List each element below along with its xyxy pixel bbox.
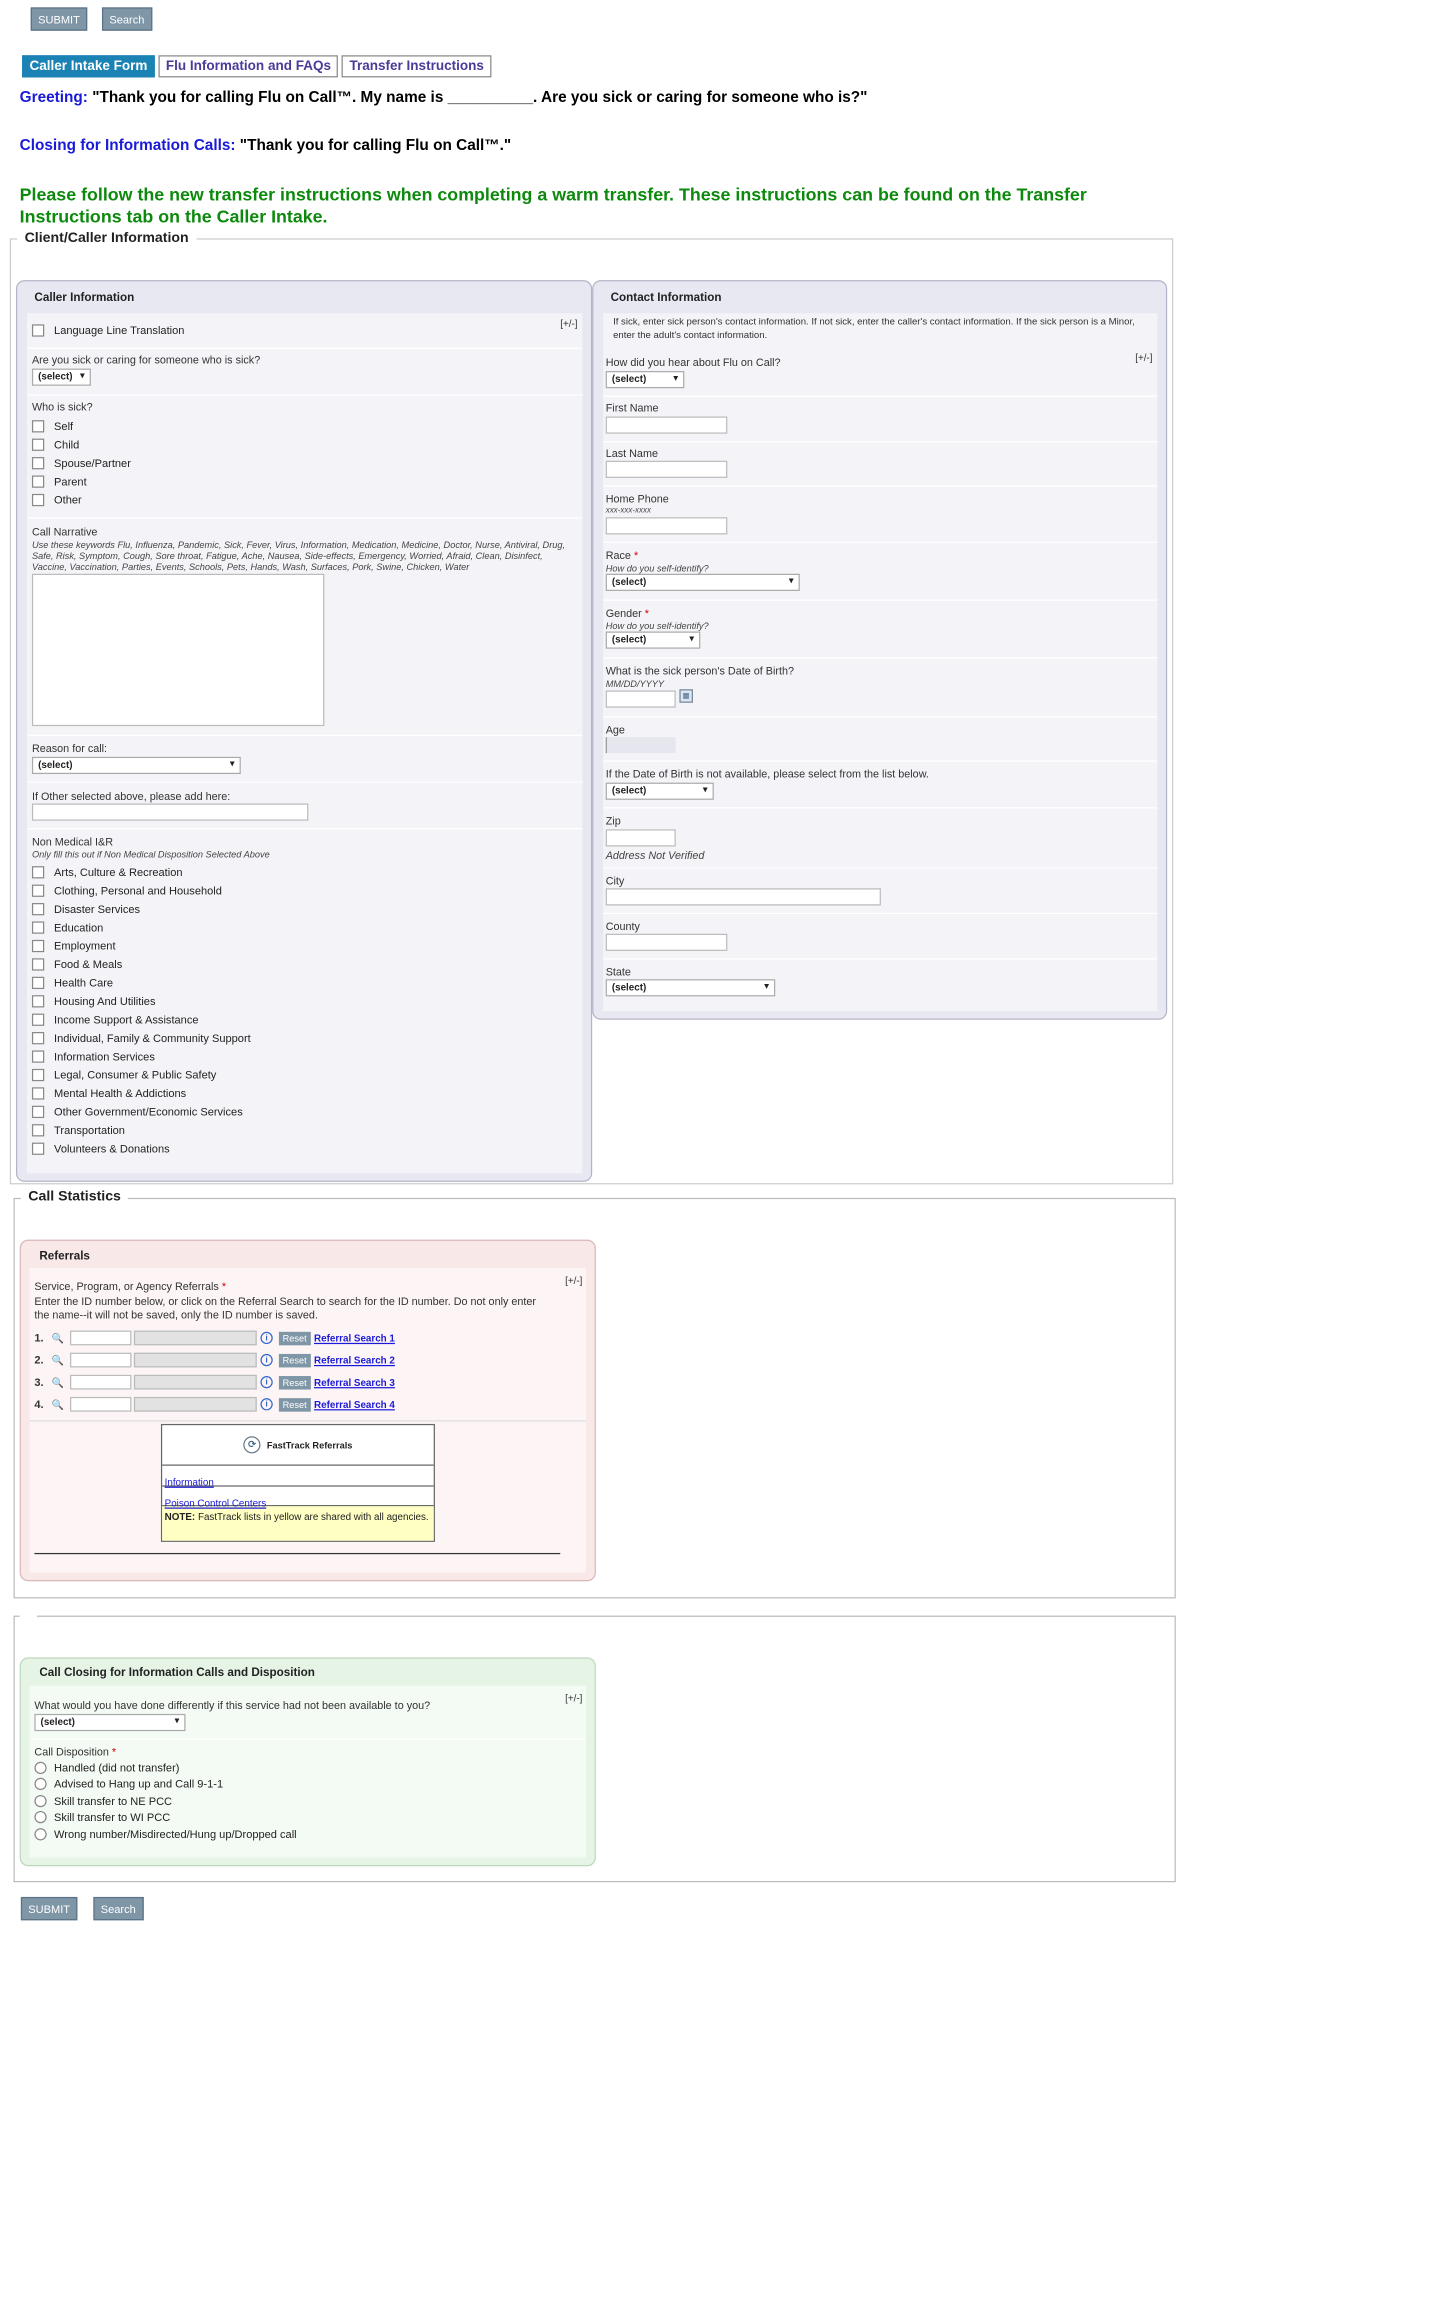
nonmed-option-label: Health Care — [54, 976, 114, 989]
referrals-required: * — [221, 1280, 227, 1293]
fasttrack-information-link[interactable]: Information — [164, 1476, 214, 1488]
zip-label: Zip — [605, 814, 621, 827]
closing-question: What would you have done differently if this service had not been available to you? — [34, 1699, 431, 1712]
magnifier-icon[interactable]: 🔍 — [51, 1332, 64, 1344]
info-icon[interactable]: i — [260, 1332, 272, 1344]
nonmed-option-label: Clothing, Personal and Household — [54, 883, 222, 897]
checkbox-icon[interactable] — [32, 420, 44, 432]
greeting-line — [20, 88, 868, 105]
race-required: * — [633, 549, 639, 562]
contact-info-panel — [592, 280, 1167, 1020]
nonmed-list — [32, 862, 251, 1157]
reset-button[interactable]: Reset — [279, 1331, 310, 1345]
nonmed-option-label: Arts, Culture & Recreation — [54, 865, 183, 878]
disposition-option-label: Advised to Hang up and Call 9-1-1 — [54, 1778, 224, 1791]
narrative-label: Call Narrative — [31, 525, 98, 539]
disposition-option-label: Handled (did not transfer) — [54, 1761, 180, 1774]
greeting-label: Greeting: — [19, 88, 88, 106]
info-icon[interactable]: i — [260, 1398, 272, 1410]
checkbox-icon[interactable] — [32, 958, 44, 970]
referral-id-input[interactable] — [70, 1331, 131, 1346]
county-label: County — [605, 920, 640, 933]
radio-icon[interactable] — [34, 1762, 46, 1774]
first-name-input[interactable] — [606, 416, 728, 433]
referral-row — [34, 1327, 394, 1349]
checkbox-icon[interactable] — [32, 939, 44, 951]
referral-name-field — [134, 1331, 257, 1346]
nonmed-option[interactable] — [32, 899, 251, 917]
hear-label: How did you hear about Flu on Call? — [605, 356, 781, 369]
referrals-instructions: Enter the ID number below, or click on the Referral Search to search for the ID number. Do not only enter the name--it will not be saved, only the ID number is saved. — [34, 1294, 537, 1321]
contact-toggle[interactable]: [+/-] — [1135, 352, 1153, 364]
submit-button-bottom[interactable]: SUBMIT — [21, 1897, 78, 1920]
referral-row — [34, 1393, 394, 1415]
zip-input[interactable] — [606, 829, 676, 846]
disposition-label — [34, 1746, 116, 1758]
language-line-checkbox[interactable] — [32, 321, 184, 339]
referral-number: 3. — [34, 1376, 44, 1389]
nonmed-option[interactable] — [32, 881, 251, 899]
phone-hint: xxx-xxx-xxxx — [605, 506, 651, 515]
info-icon[interactable]: i — [260, 1354, 272, 1366]
fasttrack-title: FastTrack Referrals — [266, 1439, 353, 1451]
radio-icon[interactable] — [34, 1778, 46, 1790]
nonmed-option[interactable] — [32, 1120, 251, 1138]
info-icon[interactable]: i — [260, 1376, 272, 1388]
search-button-bottom[interactable]: Search — [93, 1897, 143, 1920]
city-label: City — [605, 874, 625, 888]
gender-hint: How do you self-identify? — [605, 620, 709, 632]
referral-search-link[interactable]: Referral Search 2 — [314, 1354, 395, 1366]
referral-id-input[interactable] — [70, 1353, 131, 1368]
gender-text: Gender — [605, 606, 642, 620]
nonmed-option-label: Other Government/Economic Services — [54, 1105, 243, 1118]
checkbox-icon[interactable] — [32, 866, 44, 878]
calendar-icon[interactable]: ▦ — [679, 689, 693, 703]
radio-icon[interactable] — [34, 1828, 46, 1840]
nonmed-option-label: Disaster Services — [54, 902, 141, 915]
sick-question-label: Are you sick or caring for someone who is sick? — [31, 353, 261, 367]
magnifier-icon[interactable]: 🔍 — [51, 1354, 64, 1366]
fasttrack-note — [162, 1506, 434, 1540]
nonmed-option[interactable] — [32, 1010, 251, 1028]
who-sick-option-label: Other — [54, 493, 82, 506]
who-sick-list — [32, 416, 131, 508]
disposition-option[interactable] — [34, 1826, 296, 1843]
home-phone-label: Home Phone — [605, 492, 669, 505]
who-sick-option[interactable] — [32, 435, 131, 453]
nonmed-option[interactable] — [32, 862, 251, 880]
first-name-label: First Name — [605, 401, 659, 415]
reset-button[interactable]: Reset — [279, 1375, 310, 1389]
tab-flu-info[interactable]: Flu Information and FAQs — [158, 55, 338, 77]
checkbox-icon[interactable] — [32, 1142, 44, 1154]
narrative-textarea[interactable] — [32, 574, 324, 726]
referral-number: 2. — [34, 1353, 44, 1367]
disposition-required: * — [111, 1745, 117, 1759]
radio-icon[interactable] — [34, 1795, 46, 1807]
checkbox-icon[interactable] — [32, 493, 44, 505]
caller-info-title: Caller Information — [34, 291, 135, 305]
state-label: State — [605, 965, 631, 978]
who-sick-option-label: Self — [54, 419, 74, 432]
dob-label: What is the sick person's Date of Birth? — [605, 664, 794, 677]
gender-label — [606, 607, 649, 619]
gender-required: * — [644, 606, 649, 620]
contact-info-title: Contact Information — [610, 291, 722, 305]
sick-select[interactable]: (select) ▾ — [32, 369, 91, 386]
checkbox-icon[interactable] — [32, 995, 44, 1007]
nonmed-hint: Only fill this out if Non Medical Disposition Selected Above — [31, 848, 270, 861]
tab-caller-intake[interactable]: Caller Intake Form — [22, 55, 155, 77]
closing-label: Closing for Information Calls: — [19, 136, 236, 154]
nonmed-option[interactable] — [32, 1139, 251, 1157]
checkbox-icon[interactable] — [32, 1013, 44, 1025]
submit-button-top[interactable]: SUBMIT — [31, 7, 88, 30]
referral-row — [34, 1371, 394, 1393]
referral-number: 1. — [34, 1331, 44, 1345]
nonmed-option-label: Income Support & Assistance — [54, 1012, 199, 1026]
nonmed-option-label: Individual, Family & Community Support — [54, 1031, 251, 1044]
reason-select[interactable]: (select) ▾ — [32, 757, 241, 774]
language-line-label: Language Line Translation — [54, 323, 185, 337]
checkbox-icon[interactable] — [32, 1105, 44, 1117]
referral-id-input[interactable] — [70, 1375, 131, 1390]
closing-line — [20, 136, 512, 153]
referral-name-field — [134, 1397, 257, 1412]
nonmed-option[interactable] — [32, 991, 251, 1009]
who-sick-option-label: Child — [54, 437, 80, 451]
transfer-notice: Please follow the new transfer instructions when completing a warm transfer. These instructions can be found on the Transfer Instructions tab on the Caller Intake. — [19, 185, 1087, 228]
reset-button[interactable]: Reset — [279, 1353, 310, 1367]
checkbox-icon[interactable] — [32, 1031, 44, 1043]
checkbox-icon[interactable] — [32, 1050, 44, 1062]
referrals-panel — [20, 1240, 596, 1582]
nonmed-option[interactable] — [32, 1102, 251, 1120]
referral-search-link[interactable]: Referral Search 4 — [314, 1398, 395, 1410]
referrals-label-text: Service, Program, or Agency Referrals — [34, 1280, 219, 1293]
greeting-text: "Thank you for calling Flu on Call™. My name is __________. Are you sick or caring for someone who is?" — [87, 88, 868, 106]
disposition-option[interactable] — [34, 1776, 296, 1793]
magnifier-icon[interactable]: 🔍 — [51, 1398, 64, 1410]
nonmed-option[interactable] — [32, 1065, 251, 1083]
search-button-top[interactable]: Search — [102, 7, 152, 30]
closing-select[interactable]: (select) ▾ — [34, 1714, 185, 1731]
city-input[interactable] — [606, 888, 881, 905]
referral-number: 4. — [34, 1398, 44, 1411]
disposition-option[interactable] — [34, 1759, 296, 1776]
nonmed-option[interactable] — [32, 1084, 251, 1102]
client-legend: Client/Caller Information — [17, 231, 196, 246]
referral-search-link[interactable]: Referral Search 3 — [314, 1376, 395, 1388]
disposition-list — [34, 1759, 296, 1842]
caller-info-panel — [16, 280, 592, 1182]
nonmed-option-label: Employment — [54, 939, 116, 952]
other-input[interactable] — [32, 804, 308, 821]
nonmed-option-label: Information Services — [54, 1049, 155, 1063]
referrals-toggle[interactable]: [+/-] — [565, 1275, 583, 1287]
disposition-option-label: Wrong number/Misdirected/Hung up/Dropped call — [54, 1827, 297, 1841]
nonmed-option-label: Transportation — [54, 1123, 125, 1136]
state-select[interactable]: (select) ▾ — [606, 979, 776, 996]
address-status: Address Not Verified — [605, 848, 705, 862]
disposition-option[interactable] — [34, 1809, 296, 1826]
caller-info-body — [27, 313, 582, 1173]
stats-legend: Call Statistics — [21, 1189, 128, 1204]
closing-body — [29, 1686, 586, 1858]
checkbox-icon[interactable] — [32, 1068, 44, 1080]
checkbox-icon[interactable] — [32, 902, 44, 914]
referrals-label — [34, 1280, 226, 1292]
race-text: Race — [605, 549, 631, 562]
checkbox-icon[interactable] — [32, 475, 44, 487]
nonmed-option[interactable] — [32, 918, 251, 936]
age-readonly — [606, 737, 676, 753]
who-sick-option[interactable] — [32, 453, 131, 471]
nonmed-option-label: Mental Health & Addictions — [54, 1086, 187, 1099]
dob-hint: MM/DD/YYYY — [605, 678, 665, 690]
race-hint: How do you self-identify? — [605, 562, 709, 574]
who-sick-option-label: Spouse/Partner — [54, 456, 131, 469]
referral-rows — [34, 1327, 394, 1415]
disposition-option-label: Skill transfer to NE PCC — [54, 1794, 173, 1807]
note-text: FastTrack lists in yellow are shared with all agencies. — [195, 1511, 429, 1523]
who-sick-option[interactable] — [32, 490, 131, 508]
who-sick-label: Who is sick? — [31, 400, 93, 413]
dob-na-select[interactable]: (select) ▾ — [606, 783, 714, 800]
race-label — [606, 549, 638, 561]
nonmed-option-label: Housing And Utilities — [54, 994, 156, 1007]
nonmed-option-label: Legal, Consumer & Public Safety — [54, 1068, 217, 1081]
checkbox-icon[interactable] — [32, 884, 44, 896]
referral-id-input[interactable] — [70, 1397, 131, 1412]
contact-info-body — [603, 313, 1157, 1011]
narrative-hint: Use these keywords Flu, Influenza, Pandemic, Sick, Fever, Virus, Information, Medication, Medicine, Doctor, Nurse, Antiviral, Drug, Safe, Risk, Symptom, Cough, Sore throat, Fatigue, Ache, Nausea, Side-effects, Emergency, Worried, Afraid, Clean, Disinfect, Vaccine, Vaccination, Parties, Events, Schools, Pets, Hands, Wash, Surfaces, Pork, Swine, Chicken, Water — [31, 539, 566, 573]
closing-title: Call Closing for Information Calls and Disposition — [39, 1665, 315, 1680]
fasttrack-poison-link[interactable]: Poison Control Centers — [164, 1497, 267, 1509]
referral-name-field — [134, 1375, 257, 1390]
nonmed-label: Non Medical I&R — [31, 835, 114, 848]
referrals-title: Referrals — [39, 1249, 90, 1264]
dob-na-label: If the Date of Birth is not available, please select from the list below. — [605, 767, 929, 781]
reason-label: Reason for call: — [31, 742, 108, 755]
referral-row — [34, 1349, 394, 1371]
nonmed-option[interactable] — [32, 955, 251, 973]
radio-icon[interactable] — [34, 1811, 46, 1823]
dob-input[interactable] — [606, 690, 676, 707]
race-select[interactable]: (select) ▾ — [606, 574, 800, 591]
referrals-body — [29, 1268, 586, 1573]
home-phone-input[interactable] — [606, 517, 728, 534]
hear-select[interactable]: (select) ▾ — [606, 371, 685, 388]
disposition-option-label: Skill transfer to WI PCC — [54, 1811, 171, 1824]
nonmed-option-label: Education — [54, 920, 104, 934]
who-sick-option[interactable] — [32, 472, 131, 490]
magnifier-icon[interactable]: 🔍 — [51, 1376, 64, 1388]
referral-search-link[interactable]: Referral Search 1 — [314, 1332, 395, 1344]
last-name-input[interactable] — [606, 461, 728, 478]
checkbox-icon[interactable] — [32, 1124, 44, 1136]
checkbox-icon[interactable] — [32, 1087, 44, 1099]
checkbox-icon[interactable] — [32, 976, 44, 988]
nonmed-option[interactable] — [32, 973, 251, 991]
nonmed-option-label: Food & Meals — [54, 957, 123, 970]
fasttrack-icon: ⟳ — [243, 1436, 260, 1453]
closing-text: "Thank you for calling Flu on Call™." — [235, 136, 512, 154]
other-label: If Other selected above, please add here: — [31, 789, 231, 803]
nonmed-option[interactable] — [32, 1028, 251, 1046]
contact-intro: If sick, enter sick person's contact information. If not sick, enter the caller's contact information. If the sick person is a Minor, enter the adult's contact information. — [613, 315, 1135, 340]
checkbox-icon[interactable] — [32, 921, 44, 933]
closing-panel — [20, 1657, 596, 1866]
nonmed-option[interactable] — [32, 936, 251, 954]
checkbox-icon[interactable] — [32, 438, 44, 450]
note-label: NOTE: — [164, 1511, 196, 1523]
who-sick-option[interactable] — [32, 416, 131, 434]
referral-name-field — [134, 1353, 257, 1368]
fasttrack-box — [161, 1424, 435, 1542]
who-sick-option-label: Parent — [54, 474, 87, 488]
age-label: Age — [605, 723, 625, 736]
disposition-option[interactable] — [34, 1793, 296, 1810]
tab-bar — [22, 55, 491, 77]
last-name-label: Last Name — [605, 447, 658, 460]
nonmed-option-label: Volunteers & Donations — [54, 1141, 170, 1155]
closing-toggle[interactable]: [+/-] — [565, 1693, 583, 1705]
caller-toggle[interactable]: [+/-] — [560, 318, 578, 330]
gender-select[interactable]: (select) ▾ — [606, 632, 701, 649]
disposition-text: Call Disposition — [34, 1745, 109, 1759]
fasttrack-header — [162, 1425, 434, 1466]
tab-transfer[interactable]: Transfer Instructions — [342, 55, 491, 77]
checkbox-icon[interactable] — [32, 456, 44, 468]
reset-button[interactable]: Reset — [279, 1398, 310, 1412]
county-input[interactable] — [606, 934, 728, 951]
nonmed-option[interactable] — [32, 1047, 251, 1065]
